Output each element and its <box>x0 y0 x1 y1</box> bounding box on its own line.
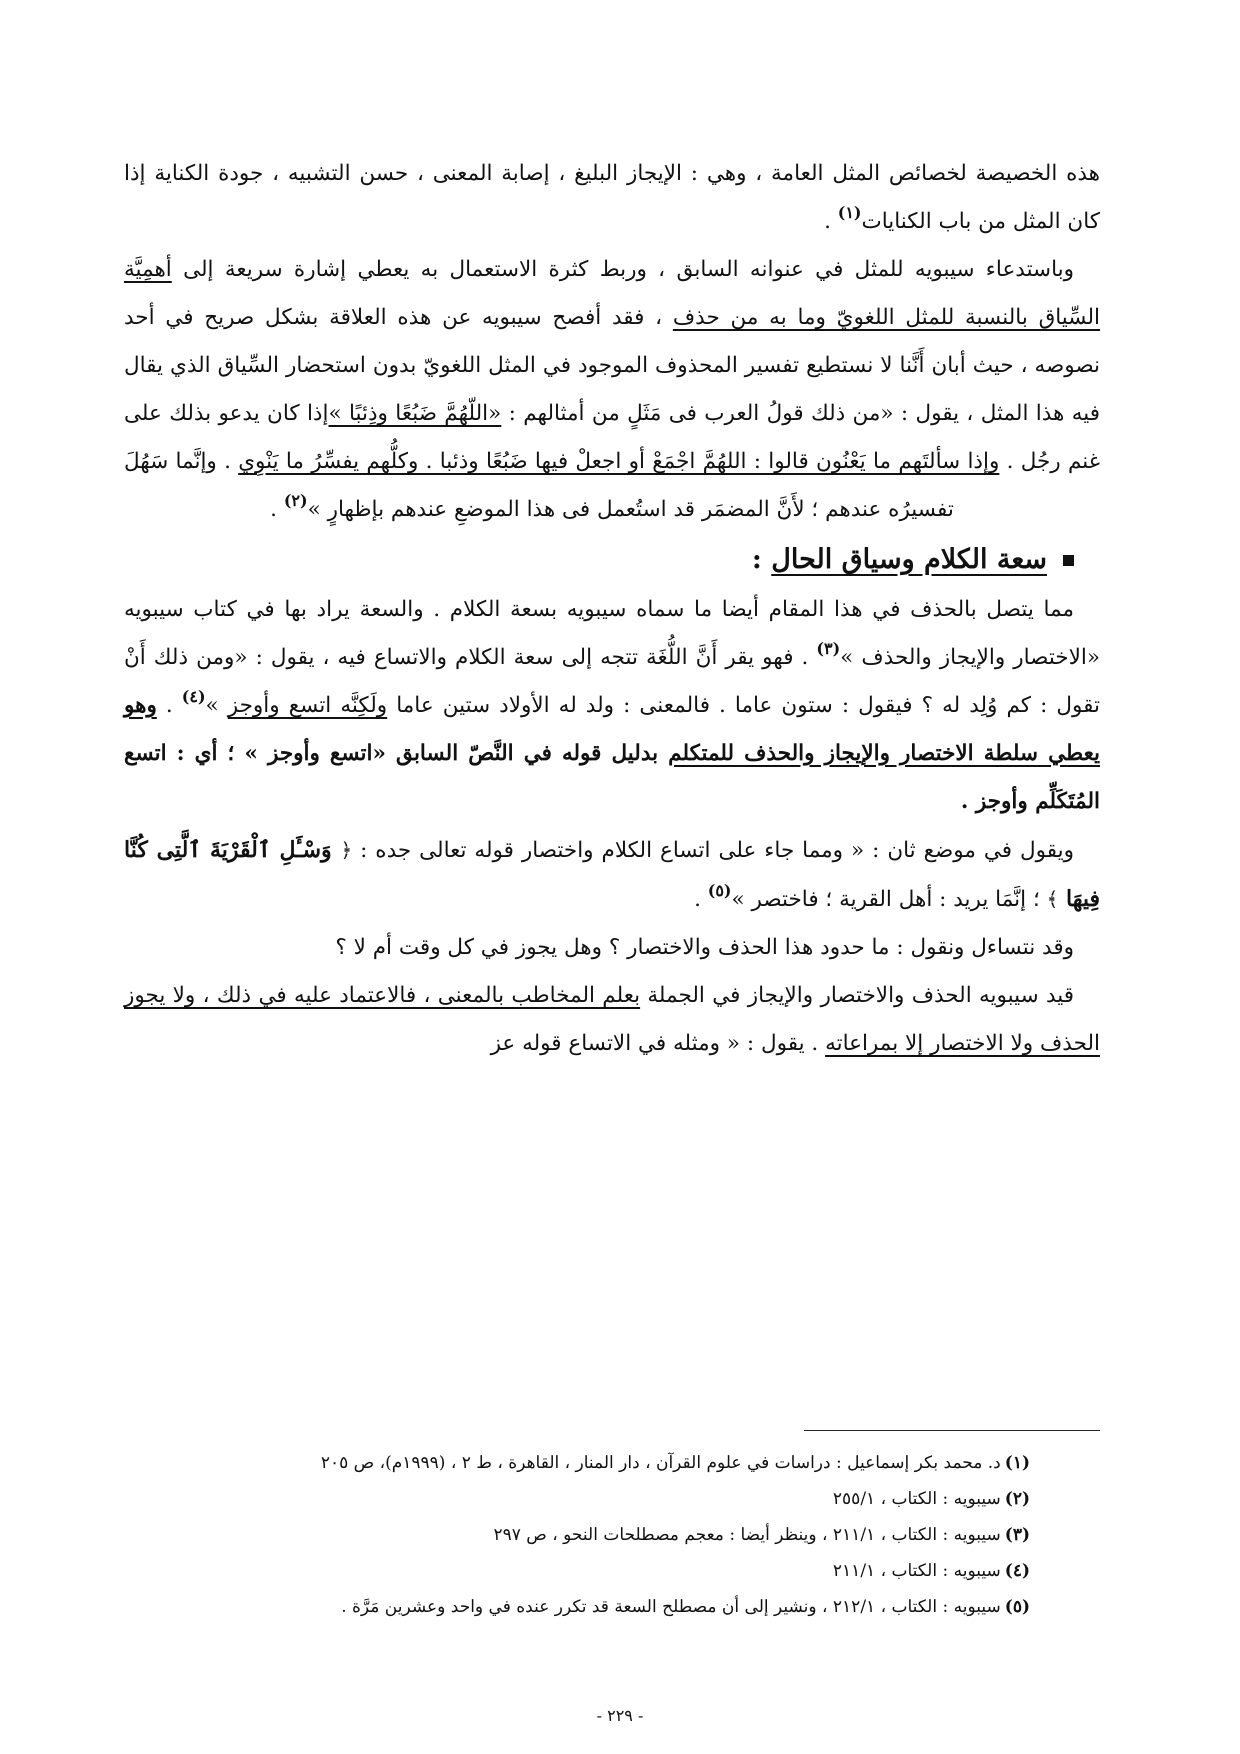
footnote-text: سيبويه : الكتاب ، ٢١٢/١ ، ونشير إلى أن مصطلح السعة قد تكرر عنده في واحد وعشرين مَرَّة . <box>341 1597 1001 1617</box>
p6-b: . يقول : « ومثله في الاتساع قوله عز <box>490 1031 826 1056</box>
quran-brace-open: ﴿ <box>340 838 353 862</box>
paragraph-3 <box>124 586 1100 826</box>
black-square-bullet-icon <box>1063 555 1074 566</box>
p2-end: . <box>270 497 284 522</box>
p2-underline-3: وإذا سألتَهم ما يَعْنُون قالوا : اللهُمَّ اجْمَعْ أو اجعلْ فيها ضَبُعًا وذئبا . وكلُّهم يفسِّرُ ما يَنْوِي <box>238 449 1000 474</box>
footnote-divider <box>804 1430 1100 1431</box>
footnote-1 <box>124 1445 1100 1481</box>
page-body <box>124 150 1100 1068</box>
footnote-ref-5[interactable]: (٥) <box>707 881 732 900</box>
paragraph-5 <box>124 924 1100 972</box>
p6-underline-1: بعلم المخاطب بالمعنى ، فالاعتماد عليه في ذلك ، ولا يجوز الحذف ولا الاختصار إلا بمراعاته <box>124 983 1100 1056</box>
footnote-ref-4[interactable]: (٤) <box>181 687 206 706</box>
paragraph-4 <box>124 826 1100 924</box>
p4-end: . <box>694 887 708 912</box>
footnote-number: (١) <box>1004 1453 1030 1473</box>
p2-d: . وإنَّما سَهُلَ تفسيرُه عندهم ؛ لأَنَّ المضمَر قد استُعمل فى هذا الموضعِ عندهم بإظهارٍ » <box>124 449 954 522</box>
footnote-number: (٥) <box>1004 1597 1030 1617</box>
p6-a: قيد سيبويه الحذف والاختصار والإيجاز في الجملة <box>640 983 1075 1008</box>
footnote-5 <box>124 1589 1100 1625</box>
footnote-3 <box>124 1517 1100 1553</box>
footnote-text: سيبويه : الكتاب ، ٢١١/١ ، وينظر أيضا : معجم مصطلحات النحو ، ص ٢٩٧ <box>493 1525 1001 1545</box>
p3-b: . فهو يقر أَنَّ اللُّغَة تتجه إلى سعة الكلام والاتساع فيه ، يقول : «ومن ذلك أَنْ تقول : كم وُلِد له ؟ فيقول : ستون عاما . فالمعنى : ولد له الأولاد ستين عاما <box>124 645 1100 718</box>
page-number: - ٢٢٩ - <box>596 1706 644 1725</box>
p5-text: وقد نتساءل ونقول : ما حدود هذا الحذف والاختصار ؟ وهل يجوز في كل وقت أم لا ؟ <box>335 935 1074 960</box>
footnotes <box>124 1430 1100 1625</box>
footnote-number: (٢) <box>1004 1489 1030 1509</box>
footnote-list <box>124 1445 1100 1625</box>
quran-brace-close: ﴾ <box>1046 887 1059 911</box>
p2-underline-1: أهمِيَّة السِّياق بالنسبة للمثل اللغويّ وما به من حذف <box>124 257 1100 330</box>
p4-b: ؛ إنَّمَا يريد : أهل القرية ؛ فاختصر » <box>731 887 1047 912</box>
paragraph-6 <box>124 972 1100 1068</box>
p2-c: إذا كان يدعو بذلك على غنم رجُل . <box>124 401 1100 474</box>
p3-bold: بدليل قوله في النَّصّ السابق «اتسع وأوجز » ؛ أي : اتسع المُتَكَلِّم وأوجز . <box>124 741 1100 814</box>
p4-a: ويقول في موضع ثان : « ومما جاء على اتساع الكلام واختصار قوله تعالى جده : <box>352 838 1074 863</box>
footnote-2 <box>124 1481 1100 1517</box>
footnote-text: سيبويه : الكتاب ، ٢٥٥/١ <box>832 1489 1001 1509</box>
footnote-ref-3[interactable]: (٣) <box>816 639 841 658</box>
footnote-ref-1[interactable]: (١) <box>837 203 862 222</box>
p3-c: » <box>205 693 228 718</box>
p3-a: مما يتصل بالحذف في هذا المقام أيضا ما سماه سيبويه بسعة الكلام . والسعة يراد بها في كتاب سيبويه «الاختصار والإيجاز والحذف » <box>124 597 1100 670</box>
p3-bold-underline: وهو يعطي سلطة الاختصار والإيجاز والحذف للمتكلم <box>124 693 1101 766</box>
section-heading-colon: : <box>751 544 772 575</box>
footnote-4 <box>124 1553 1100 1589</box>
paragraph-2 <box>124 246 1100 534</box>
footnote-ref-2[interactable]: (٢) <box>283 491 308 510</box>
quran-verse: وَسْـَٔلِ ٱلْقَرْيَةَ ٱلَّتِى كُنَّا فِيهَا <box>124 837 1100 912</box>
p1-end: . <box>824 209 838 234</box>
p3-underline-1: ولَكِنَّه اتسع وأوجز <box>227 693 388 718</box>
footnote-text: سيبويه : الكتاب ، ٢١١/١ <box>832 1561 1001 1581</box>
p2-a: وباستدعاء سيبويه للمثل في عنوانه السابق ، وربط كثرة الاستعمال به يعطي إشارة سريعة إلى <box>171 257 1074 282</box>
paragraph-1 <box>124 150 1100 246</box>
p3-d: . <box>156 693 182 718</box>
p2-b: ، فقد أفصح سيبويه عن هذه العلاقة بشكل صريح في أحد نصوصه ، حيث أبان أَنَّنا لا نستطيع تفسير المحذوف الموجود في المثل اللغويّ بدون استحضار السِّياق الذي يقال فيه هذا المثل ، يقول : «من ذلك قولُ العرب فى مَثَلٍ من أمثالهم : <box>124 305 1100 426</box>
footnote-text: د. محمد بكر إسماعيل : دراسات في علوم القرآن ، دار المنار ، القاهرة ، ط ٢ ، (١٩٩٩م)، ص ٢٠٥ <box>320 1453 1001 1473</box>
p1-text: هذه الخصيصة لخصائص المثل العامة ، وهي : الإيجاز البليغ ، إصابة المعنى ، حسن التشبيه ، جودة الكناية إذا كان المثل من باب الكنايات <box>124 161 1100 234</box>
footnote-number: (٣) <box>1004 1525 1030 1545</box>
section-heading <box>124 534 1100 586</box>
p2-underline-2: «اللّهُمَّ ضَبُعًا وذِئبًا » <box>328 401 502 426</box>
footnote-number: (٤) <box>1004 1561 1030 1581</box>
section-heading-text: سعة الكلام وسياق الحال <box>771 544 1047 575</box>
